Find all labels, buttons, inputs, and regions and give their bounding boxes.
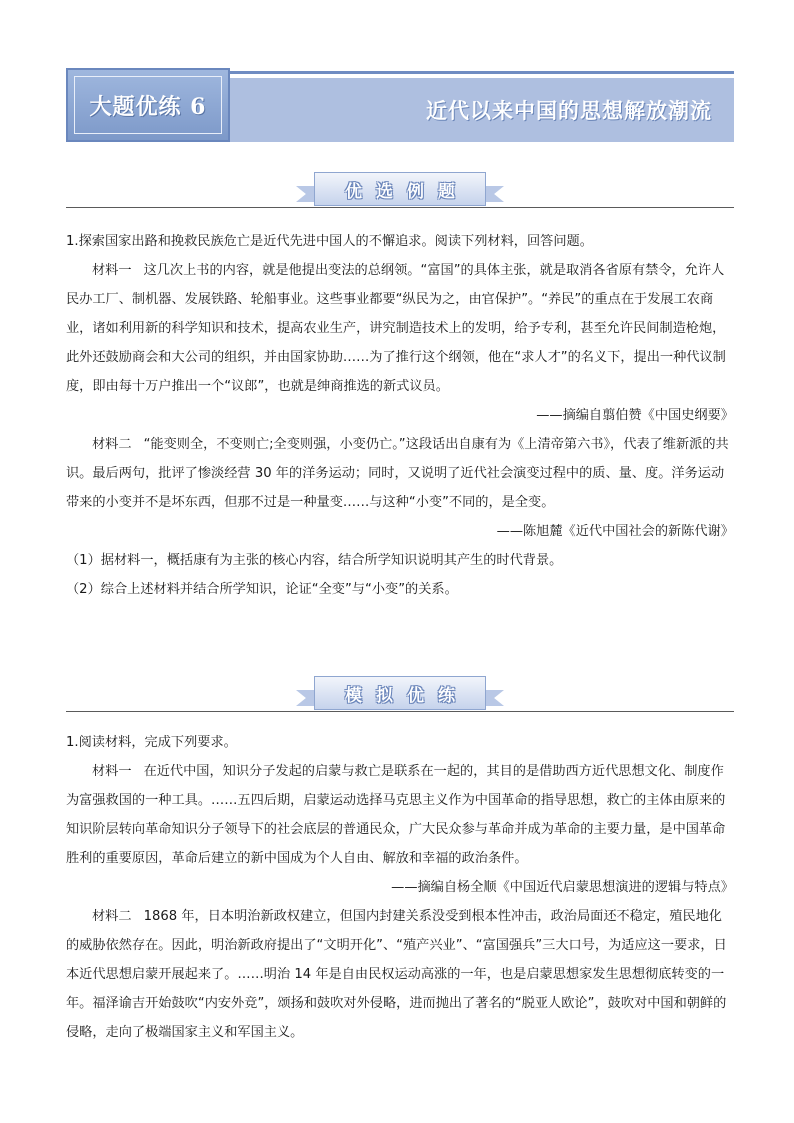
ribbon-char: 优 [407, 685, 424, 706]
material-source: ——陈旭麓《近代中国社会的新陈代谢》 [496, 524, 734, 539]
question-2-block [66, 728, 734, 1047]
section-header-practice [66, 674, 734, 720]
section-header-examples [66, 170, 734, 216]
material-source: ——摘编自翦伯赞《中国史纲要》 [536, 408, 734, 423]
section-ribbon [296, 170, 504, 208]
material-2 [66, 430, 734, 517]
material-text: 1868 年，日本明治新政权建立，但国内封建关系没受到根本性冲击，政治局面还不稳定，殖民地化的威胁依然存在。因此，明治新政府提出了“文明开化”、“殖产兴业”、“富国强兵”三大口号，为适应这一要求，日本近代思想启蒙开展起来了。……明治 14 年是自由民权运动高涨的一年，也是启蒙思想家发生思想彻底转变的一年。福泽谕吉开始鼓吹“内安外竞”，颂扬和鼓吹对外侵略，进而抛出了著名的“脱亚人欧论”，鼓吹对中国和朝鲜的侵略，走向了极端国家主义和军国主义。 [66, 909, 727, 1040]
material-text: 在近代中国，知识分子发起的启蒙与救亡是联系在一起的，其目的是借助西方近代思想文化、制度作为富强救国的一种工具。……五四后期，启蒙运动选择马克思主义作为中国革命的指导思想，救亡的主体由原来的知识阶层转向革命知识分子领导下的社会底层的普通民众，广大民众参与革命并成为革命的主要力量，是中国革命胜利的重要原因，革命后建立的新中国成为个人自由、解放和幸福的政治条件。 [66, 764, 726, 866]
ribbon-char: 选 [376, 181, 393, 202]
material-1 [66, 757, 734, 873]
ribbon-char: 例 [407, 181, 424, 202]
material-text: “能变则全，不变则亡;全变则强，小变仍亡。”这段话出自康有为《上清帝第六书》，代表了维新派的共识。最后两句，批评了惨淡经营 30 年的洋务运动；同时，又说明了近代社会演变过程中的质、量、度。洋务运动带来的小变并不是坏东西，但那不过是一种量变……与这种“小变”不同的，是全变。 [66, 437, 729, 510]
material-label: 材料二 [92, 909, 132, 924]
banner-title: 近代以来中国的思想解放潮流 [426, 98, 712, 123]
material-2 [66, 902, 734, 1047]
banner-top-line [230, 71, 734, 74]
material-text: 这几次上书的内容，就是他提出变法的总纲领。“富国”的具体主张，就是取消各省原有禁令，允许人民办工厂、制机器、发展铁路、轮船事业。这些事业都要“纵民为之，由官保护”。“养民”的重点在于发展工农商业，诸如利用新的科学知识和技术，提高农业生产，讲究制造技术上的发明，给予专利，甚至允许民间制造枪炮，此外还鼓励商会和大公司的组织，并由国家协助……为了推行这个纲领，他在“求人才”的名义下，提出一种代议制度，即由每十万户推出一个“议郎”，也就是绅商推选的新式议员。 [66, 263, 726, 394]
banner-title-bar [230, 78, 734, 142]
material-label: 材料一 [92, 764, 132, 779]
ribbon-char: 题 [438, 181, 455, 202]
chapter-banner [66, 68, 734, 142]
section-ribbon [296, 674, 504, 712]
question-1-block [66, 227, 734, 604]
ribbon-char: 优 [345, 181, 362, 202]
material-label: 材料二 [92, 437, 132, 452]
question-stem: 1.探索国家出路和挽救民族危亡是近代先进中国人的不懈追求。阅读下列材料，回答问题。 [66, 234, 593, 249]
material-source: ——摘编自杨全顺《中国近代启蒙思想演进的逻辑与特点》 [391, 880, 734, 895]
sub-question-1: （1）据材料一，概括康有为主张的核心内容，结合所学知识说明其产生的时代背景。 [66, 553, 563, 568]
material-label: 材料一 [92, 263, 132, 278]
ribbon-char: 模 [345, 685, 362, 706]
material-1 [66, 256, 734, 401]
question-stem: 1.阅读材料，完成下列要求。 [66, 735, 237, 750]
banner-tag-box [66, 68, 230, 142]
ribbon-char: 练 [438, 685, 455, 706]
ribbon-char: 拟 [376, 685, 393, 706]
banner-tag: 大题优练 6 [89, 93, 207, 120]
sub-question-2: （2）综合上述材料并结合所学知识，论证“全变”与“小变”的关系。 [66, 582, 458, 597]
